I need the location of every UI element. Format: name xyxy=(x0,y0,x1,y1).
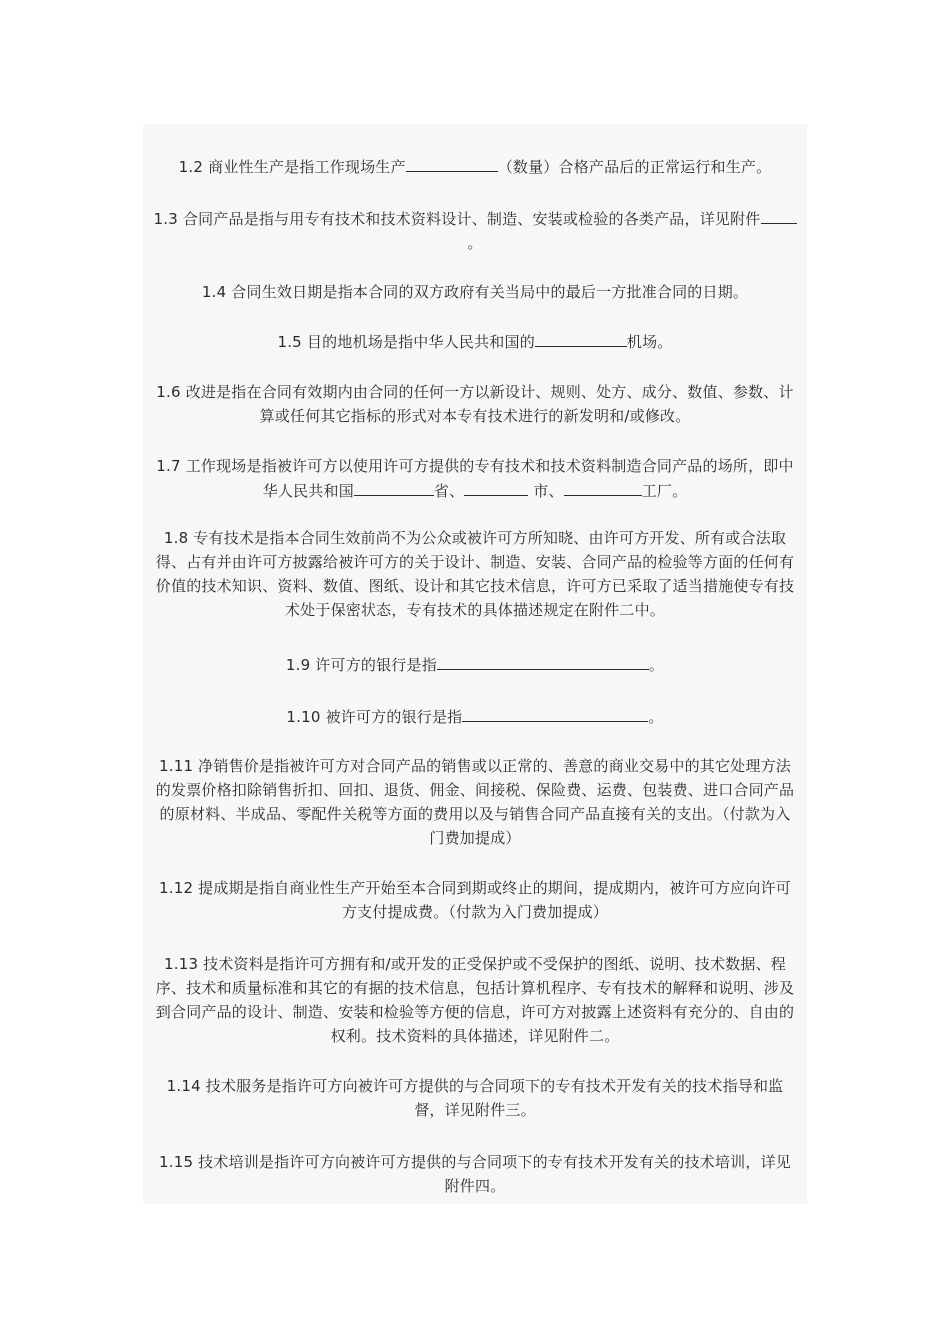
clause-text: 1.12 提成期是指自商业性生产开始至本合同到期或终止的期间，提成期内，被许可方应向许可方支付提成费。（付款为入门费加提成） xyxy=(159,879,791,921)
clause-text: 。 xyxy=(467,234,483,252)
clause-1-9 xyxy=(153,652,797,677)
clause-1-6 xyxy=(153,380,797,428)
clause-text: 1.8 专有技术是指本合同生效前尚不为公众或被许可方所知晓、由许可方开发、所有或合法取得、占有并由许可方披露给被许可方的关于设计、制造、安装、合同产品的检验等方面的任何有价值的技术知识、资料、数值、图纸、设计和其它技术信息，许可方已采取了适当措施使专有技术处于保密状态，专有技术的具体描述规定在附件二中。 xyxy=(155,529,795,619)
clause-text: 1.7 工作现场是指被许可方以使用许可方提供的专有技术和技术资料制造合同产品的场所，即中华人民共和国 xyxy=(156,457,794,500)
clause-text: 1.13 技术资料是指许可方拥有和/或开发的正受保护或不受保护的图纸、说明、技术数据、程序、技术和质量标准和其它的有据的技术信息，包括计算机程序、专有技术的解释和说明、涉及到合同产品的设计、制造、安装和检验等方便的信息，许可方对披露上述资料有充分的、自由的权利。技术资料的具体描述，详见附件二。 xyxy=(155,955,795,1045)
clause-text: 机场。 xyxy=(626,333,673,351)
clause-1-4 xyxy=(153,280,797,304)
clause-text: 1.9 许可方的银行是指 xyxy=(285,656,437,674)
clause-text: 1.15 技术培训是指许可方向被许可方提供的与合同项下的专有技术开发有关的技术培训，详见附件四。 xyxy=(159,1153,791,1195)
clause-1-5 xyxy=(153,329,797,354)
clause-1-15 xyxy=(153,1150,797,1198)
fill-in-blank xyxy=(354,478,434,496)
clause-1-2 xyxy=(153,154,797,179)
clause-1-8 xyxy=(153,526,797,622)
clause-text: 省、 xyxy=(433,482,465,500)
fill-in-blank xyxy=(437,652,649,670)
clause-1-13 xyxy=(153,952,797,1048)
fill-in-blank xyxy=(406,154,498,172)
clause-1-11 xyxy=(153,754,797,850)
clause-1-7 xyxy=(153,454,797,503)
fill-in-blank xyxy=(761,206,797,224)
clause-1-12 xyxy=(153,876,797,924)
clause-text: 1.4 合同生效日期是指本合同的双方政府有关当局中的最后一方批准合同的日期。 xyxy=(201,283,749,301)
fill-in-blank xyxy=(462,704,648,722)
clause-text: 市、 xyxy=(528,482,564,500)
clause-text: （数量）合格产品后的正常运行和生产。 xyxy=(497,158,772,176)
clause-1-14 xyxy=(153,1074,797,1122)
clause-text: 。 xyxy=(648,656,665,674)
clause-text: 工厂。 xyxy=(641,482,688,500)
clause-text: 1.10 被许可方的银行是指 xyxy=(286,708,463,726)
fill-in-blank xyxy=(535,329,627,347)
clause-text: 1.2 商业性生产是指工作现场生产 xyxy=(178,158,406,176)
clause-1-3 xyxy=(153,206,797,255)
clause-text: 1.11 净销售价是指被许可方对合同产品的销售或以正常的、善意的商业交易中的其它处理方法的发票价格扣除销售折扣、回扣、退货、佣金、间接税、保险费、运费、包装费、进口合同产品的原材料、半成品、零配件关税等方面的费用以及与销售合同产品直接有关的支出。（付款为入门费加提成） xyxy=(155,757,795,847)
clause-text: 1.5 目的地机场是指中华人民共和国的 xyxy=(277,333,535,351)
clause-text: 1.14 技术服务是指许可方向被许可方提供的与合同项下的专有技术开发有关的技术指导和监督，详见附件三。 xyxy=(166,1077,784,1119)
clause-1-10 xyxy=(153,704,797,729)
fill-in-blank xyxy=(564,478,642,496)
clause-text: 1.6 改进是指在合同有效期内由合同的任何一方以新设计、规则、处方、成分、数值、参数、计算或任何其它指标的形式对本专有技术进行的新发明和/或修改。 xyxy=(156,383,794,425)
document-page xyxy=(143,124,807,1204)
fill-in-blank xyxy=(464,478,528,496)
clause-text: 。 xyxy=(648,708,664,726)
clause-text: 1.3 合同产品是指与用专有技术和技术资料设计、制造、安装或检验的各类产品，详见附件 xyxy=(153,210,761,228)
